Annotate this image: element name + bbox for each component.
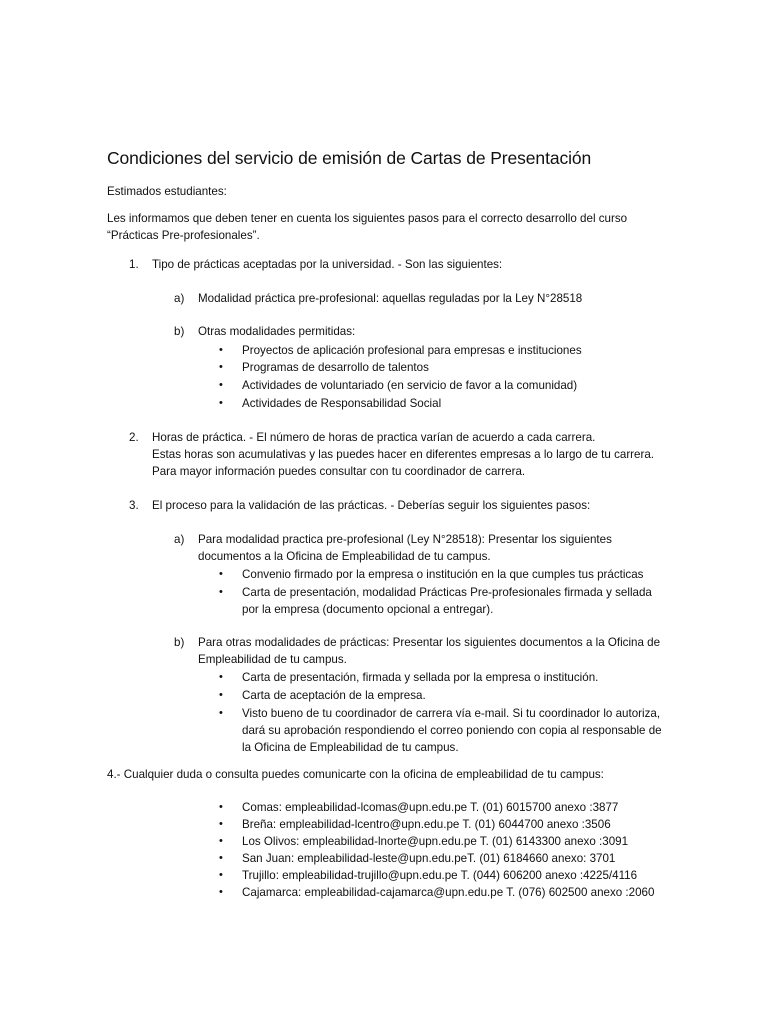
contact-item-comas: Comas: empleabilidad-lcomas@upn.edu.pe T. (01) 6015700 anexo :3877	[242, 801, 619, 814]
bullet-icon: •	[219, 344, 223, 356]
contact-item-los-olivos: Los Olivos: empleabilidad-lnorte@upn.edu.pe T. (01) 6143300 anexo :3091	[242, 835, 629, 848]
list-item-continuation: la Oficina de Empleabilidad de tu campus.	[242, 741, 459, 754]
section-3a-marker: a)	[174, 533, 185, 546]
bullet-icon: •	[219, 397, 223, 409]
section-1a-text: Modalidad práctica pre-profesional: aquellas reguladas por la Ley N°28518	[198, 292, 583, 305]
section-2-line-1: Horas de práctica. - El número de horas de practica varían de acuerdo a cada carrera.	[152, 431, 596, 444]
section-3a-line-1: Para modalidad practica pre-profesional (Ley N°28518): Presentar los siguientes	[198, 533, 612, 546]
bullet-icon: •	[219, 869, 223, 881]
list-item: Carta de aceptación de la empresa.	[242, 689, 426, 702]
bullet-icon: •	[219, 568, 223, 580]
section-3b-marker: b)	[174, 636, 185, 649]
document-title: Condiciones del servicio de emisión de Cartas de Presentación	[107, 148, 592, 168]
list-item-continuation: dará su aprobación respondiendo el correo poniendo con copia al responsable de	[242, 724, 662, 737]
section-1a-marker: a)	[174, 292, 185, 305]
section-3b-line-2: Empleabilidad de tu campus.	[198, 653, 347, 666]
bullet-icon: •	[219, 586, 223, 598]
section-3-number: 3.	[129, 499, 139, 512]
bullet-icon: •	[219, 379, 223, 391]
list-item: Programas de desarrollo de talentos	[242, 361, 429, 374]
list-item: Convenio firmado por la empresa o institución en la que cumples tus prácticas	[242, 568, 644, 581]
intro-line-2: “Prácticas Pre-profesionales”.	[107, 229, 260, 242]
bullet-icon: •	[219, 707, 223, 719]
bullet-icon: •	[219, 361, 223, 373]
list-item: Actividades de voluntariado (en servicio de favor a la comunidad)	[242, 379, 578, 392]
section-3b-line-1: Para otras modalidades de prácticas: Presentar los siguientes documentos a la Oficina de	[198, 636, 661, 649]
bullet-icon: •	[219, 852, 223, 864]
list-item: Visto bueno de tu coordinador de carrera vía e-mail. Si tu coordinador lo autoriza,	[242, 707, 661, 720]
section-1b-text: Otras modalidades permitidas:	[198, 325, 356, 338]
intro-line-1: Les informamos que deben tener en cuenta los siguientes pasos para el correcto desarrollo del curso	[107, 212, 628, 225]
bullet-icon: •	[219, 818, 223, 830]
contact-item-cajamarca: Cajamarca: empleabilidad-cajamarca@upn.edu.pe T. (076) 602500 anexo :2060	[242, 886, 655, 899]
bullet-icon: •	[219, 835, 223, 847]
section-1-heading: Tipo de prácticas aceptadas por la universidad. - Son las siguientes:	[152, 258, 503, 271]
list-item: Actividades de Responsabilidad Social	[242, 397, 442, 410]
section-3-heading: El proceso para la validación de las prácticas. - Deberías seguir los siguientes pasos:	[152, 499, 591, 512]
bullet-icon: •	[219, 671, 223, 683]
section-2-line-3: Para mayor información puedes consultar con tu coordinador de carrera.	[152, 465, 526, 478]
section-2-line-2: Estas horas son acumulativas y las puedes hacer en diferentes empresas a lo largo de tu carrera.	[152, 448, 655, 461]
list-item-continuation: por la empresa (documento opcional a entregar).	[242, 603, 494, 616]
list-item: Carta de presentación, firmada y sellada por la empresa o institución.	[242, 671, 599, 684]
section-3a-line-2: documentos a la Oficina de Empleabilidad de tu campus.	[198, 550, 491, 563]
bullet-icon: •	[219, 801, 223, 813]
bullet-icon: •	[219, 886, 223, 898]
greeting: Estimados estudiantes:	[107, 185, 227, 198]
section-1-number: 1.	[129, 258, 139, 271]
contact-item-trujillo: Trujillo: empleabilidad-trujillo@upn.edu.pe T. (044) 606200 anexo :4225/4116	[242, 869, 638, 882]
list-item: Proyectos de aplicación profesional para empresas e instituciones	[242, 344, 582, 357]
contact-item-san-juan: San Juan: empleabilidad-leste@upn.edu.peT. (01) 6184660 anexo: 3701	[242, 852, 616, 865]
contact-item-brena: Breña: empleabilidad-lcentro@upn.edu.pe T. (01) 6044700 anexo :3506	[242, 818, 611, 831]
bullet-icon: •	[219, 689, 223, 701]
section-2-number: 2.	[129, 431, 139, 444]
section-1b-marker: b)	[174, 325, 185, 338]
section-4-heading: 4.- Cualquier duda o consulta puedes comunicarte con la oficina de empleabilidad de tu campus:	[107, 768, 604, 781]
list-item: Carta de presentación, modalidad Prácticas Pre-profesionales firmada y sellada	[242, 586, 652, 599]
